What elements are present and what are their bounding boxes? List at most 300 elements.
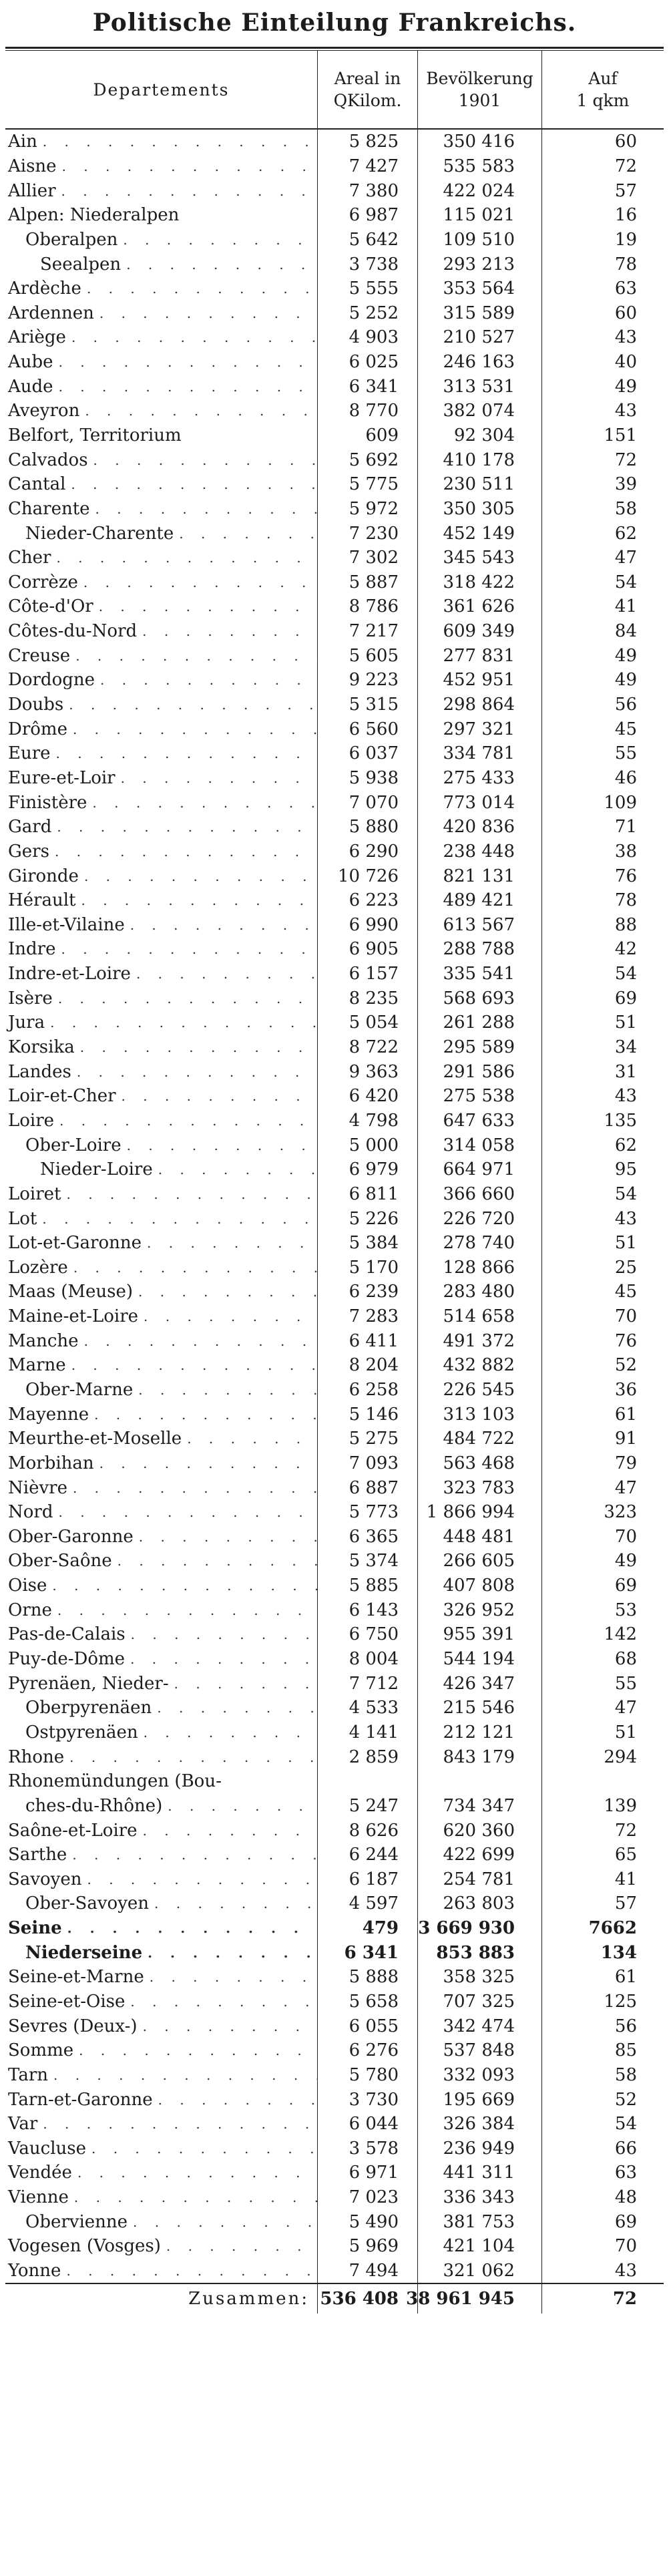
- table-row: [5, 1794, 664, 1819]
- density-cell: 43: [614, 1086, 637, 1107]
- dept-name: Vendée: [8, 2163, 72, 2183]
- table-row: [5, 1769, 664, 1794]
- density-cell: 53: [614, 1600, 637, 1620]
- dot-leader: [53, 379, 317, 395]
- dept-name: Yonne: [8, 2261, 61, 2281]
- total-density: 72: [612, 2289, 637, 2310]
- dept-cell: [5, 521, 318, 546]
- dot-leader: [153, 1161, 317, 1177]
- density-cell: 72: [614, 449, 637, 470]
- dot-leader: [55, 941, 317, 957]
- population-cell: 335 541: [418, 962, 542, 986]
- population-cell: 537 848: [418, 2038, 542, 2063]
- dept-name: Marne: [8, 1355, 66, 1376]
- density-cell: 69: [614, 2211, 637, 2232]
- dept-cell: [5, 1965, 318, 1990]
- dot-leader: [134, 1529, 317, 1545]
- area-cell: 6 037: [318, 741, 418, 766]
- population-cell: 92 304: [418, 423, 542, 448]
- dot-leader: [61, 2263, 317, 2279]
- table-row: [5, 1622, 664, 1647]
- table-row: [5, 399, 664, 423]
- dept-cell: [5, 325, 318, 350]
- header-dens-line1: Auf: [588, 69, 618, 88]
- dot-leader: [116, 770, 317, 786]
- dept-cell: [5, 1157, 318, 1182]
- population-cell: 291 586: [418, 1059, 542, 1084]
- population-cell: 514 658: [418, 1304, 542, 1329]
- dept-cell: [5, 2137, 318, 2161]
- population-cell: 326 384: [418, 2112, 542, 2137]
- table-row: [5, 1744, 664, 1769]
- dot-leader: [81, 281, 317, 297]
- header-area-line2: QKilom.: [333, 91, 402, 110]
- area-cell: 5 226: [318, 1206, 418, 1231]
- area-cell: 2 859: [318, 1744, 418, 1769]
- population-cell: 350 416: [418, 130, 542, 154]
- dept-cell: [5, 693, 318, 717]
- dept-cell: [5, 1206, 318, 1231]
- area-cell: [318, 1769, 418, 1794]
- dept-name: Oberalpen: [25, 229, 118, 250]
- dept-name: Ober-Saône: [8, 1551, 112, 1572]
- table-row: [5, 1818, 664, 1843]
- dept-name: Vogesen (Vosges): [8, 2236, 161, 2257]
- dot-leader: [67, 721, 317, 737]
- dot-leader: [53, 354, 317, 370]
- density-cell: 71: [614, 817, 637, 838]
- population-cell: 734 347: [418, 1794, 542, 1819]
- header-density: [542, 51, 664, 128]
- dept-cell: [5, 1940, 318, 1965]
- table-row: [5, 1035, 664, 1060]
- population-cell: 361 626: [418, 594, 542, 619]
- table-row: [5, 252, 664, 277]
- area-cell: 7 217: [318, 619, 418, 644]
- dept-cell: [5, 1647, 318, 1672]
- table-row: [5, 497, 664, 522]
- dept-name: Ober-Savoyen: [25, 1893, 150, 1914]
- density-cell: 109: [604, 792, 637, 813]
- population-cell: 382 074: [418, 399, 542, 423]
- area-cell: 5 887: [318, 570, 418, 595]
- density-cell: 47: [614, 1477, 637, 1498]
- dept-name: Aisne: [8, 156, 57, 176]
- table-row: [5, 2112, 664, 2137]
- table-row: [5, 1574, 664, 1598]
- population-cell: 226 545: [418, 1378, 542, 1403]
- dept-name: Seine: [8, 1918, 62, 1939]
- dot-leader: [37, 2116, 317, 2132]
- dot-leader: [73, 2042, 317, 2058]
- density-cell: 58: [614, 2064, 637, 2085]
- table-row: [5, 447, 664, 472]
- density-cell: 47: [614, 548, 637, 568]
- dept-cell: [5, 1109, 318, 1133]
- area-cell: 8 235: [318, 986, 418, 1010]
- area-cell: 6 971: [318, 2161, 418, 2185]
- table-row: [5, 1084, 664, 1109]
- area-cell: 5 780: [318, 2063, 418, 2088]
- dot-leader: [48, 2067, 317, 2083]
- dept-cell: [5, 1280, 318, 1304]
- dept-name: Saône-et-Loire: [8, 1820, 138, 1841]
- population-cell: 345 543: [418, 546, 542, 570]
- table-row: [5, 1500, 664, 1525]
- dept-cell: [5, 1818, 318, 1843]
- area-cell: 5 880: [318, 815, 418, 840]
- dot-leader: [52, 1602, 317, 1618]
- dot-leader: [174, 526, 317, 542]
- dot-leader: [47, 1578, 317, 1594]
- dept-name: Belfort, Territorium: [8, 425, 182, 445]
- population-cell: 422 699: [418, 1843, 542, 1867]
- population-cell: 210 527: [418, 325, 542, 350]
- density-cell: 41: [614, 596, 637, 617]
- density-cell: 135: [604, 1110, 637, 1131]
- density-cell: 54: [614, 572, 637, 592]
- density-cell: 48: [614, 2187, 637, 2208]
- dept-cell: [5, 178, 318, 203]
- dept-cell: [5, 2209, 318, 2234]
- table-row: [5, 2038, 664, 2063]
- table-body: [5, 130, 664, 2283]
- dot-leader: [95, 672, 317, 688]
- area-cell: 5 252: [318, 301, 418, 325]
- dept-cell: [5, 1843, 318, 1867]
- dept-name: Ain: [8, 132, 37, 152]
- table-row: [5, 203, 664, 228]
- dot-leader: [53, 1504, 317, 1520]
- area-cell: 6 905: [318, 937, 418, 962]
- population-cell: 955 391: [418, 1622, 542, 1647]
- dept-cell: [5, 594, 318, 619]
- population-cell: 664 971: [418, 1157, 542, 1182]
- dot-leader: [133, 1284, 317, 1300]
- area-cell: 6 750: [318, 1622, 418, 1647]
- dot-leader: [93, 598, 317, 614]
- dot-leader: [121, 256, 317, 272]
- dept-name: Ober-Garonne: [8, 1526, 134, 1547]
- dept-name: Creuse: [8, 645, 71, 666]
- population-cell: 410 178: [418, 447, 542, 472]
- dept-name: ches-du-Rhône): [25, 1795, 163, 1816]
- density-cell: 78: [614, 254, 637, 274]
- dot-leader: [112, 1553, 317, 1569]
- dept-cell: [5, 399, 318, 423]
- dot-leader: [153, 2092, 317, 2108]
- header-population: [418, 51, 542, 128]
- table-row: [5, 619, 664, 644]
- dept-name: Seine-et-Marne: [8, 1967, 144, 1988]
- dept-name: Aude: [8, 376, 53, 397]
- dot-leader: [78, 574, 317, 590]
- density-cell: 52: [614, 1355, 637, 1376]
- population-cell: 298 864: [418, 693, 542, 717]
- header-area: [318, 51, 418, 128]
- population-cell: 313 531: [418, 374, 542, 399]
- dept-name: Aube: [8, 352, 53, 373]
- density-cell: 72: [614, 156, 637, 176]
- density-cell: 323: [604, 1502, 637, 1523]
- density-cell: 45: [614, 719, 637, 739]
- dept-name: Loire: [8, 1110, 55, 1131]
- dept-cell: [5, 350, 318, 375]
- area-cell: 7 427: [318, 154, 418, 179]
- dept-cell: [5, 1378, 318, 1403]
- dept-cell: [5, 619, 318, 644]
- area-cell: 6 157: [318, 962, 418, 986]
- table-row: [5, 2234, 664, 2259]
- dept-cell: [5, 1353, 318, 1378]
- dept-cell: [5, 1916, 318, 1941]
- dept-name: Ober-Marne: [25, 1379, 134, 1400]
- dot-leader: [94, 305, 317, 321]
- dept-name: Indre-et-Loire: [8, 964, 131, 984]
- area-cell: 7 070: [318, 790, 418, 815]
- dept-cell: [5, 1182, 318, 1207]
- dot-leader: [69, 2189, 317, 2205]
- dot-leader: [162, 1798, 317, 1814]
- dept-cell: [5, 1574, 318, 1598]
- population-cell: 332 093: [418, 2063, 542, 2088]
- population-cell: 266 605: [418, 1549, 542, 1574]
- dept-cell: [5, 888, 318, 913]
- area-cell: 9 363: [318, 1059, 418, 1084]
- table-row: [5, 1965, 664, 1990]
- population-cell: 366 660: [418, 1182, 542, 1207]
- population-cell: 336 343: [418, 2185, 542, 2210]
- population-cell: 568 693: [418, 986, 542, 1010]
- density-cell: 57: [614, 180, 637, 201]
- area-cell: 5 490: [318, 2209, 418, 2234]
- dept-cell: [5, 1990, 318, 2014]
- table-row: [5, 1647, 664, 1672]
- area-cell: 9 223: [318, 668, 418, 693]
- dept-cell: [5, 1696, 318, 1720]
- dept-name: Finistère: [8, 792, 87, 813]
- header-pop-line2: 1901: [458, 91, 501, 110]
- population-cell: 278 740: [418, 1231, 542, 1256]
- dept-cell: [5, 447, 318, 472]
- area-cell: 5 275: [318, 1427, 418, 1451]
- dept-cell: [5, 1255, 318, 1280]
- table-row: [5, 570, 664, 595]
- area-cell: 4 533: [318, 1696, 418, 1720]
- area-cell: 5 384: [318, 1231, 418, 1256]
- dept-cell: [5, 228, 318, 252]
- dot-leader: [37, 1211, 317, 1227]
- dot-leader: [79, 868, 317, 884]
- dept-cell: [5, 2259, 318, 2283]
- dept-name: Seealpen: [40, 254, 122, 274]
- dept-cell: [5, 570, 318, 595]
- area-cell: 5 247: [318, 1794, 418, 1819]
- area-cell: 6 560: [318, 717, 418, 741]
- dept-name: Landes: [8, 1061, 71, 1082]
- dot-leader: [56, 183, 317, 199]
- dept-cell: [5, 717, 318, 741]
- dept-name: Lot: [8, 1208, 37, 1229]
- dept-name: Manche: [8, 1330, 79, 1351]
- table-row: [5, 741, 664, 766]
- dot-leader: [57, 158, 317, 174]
- area-cell: 7 093: [318, 1451, 418, 1476]
- dept-cell: [5, 1451, 318, 1476]
- dept-cell: [5, 668, 318, 693]
- table-row: [5, 472, 664, 497]
- table-row: [5, 1353, 664, 1378]
- area-cell: 6 990: [318, 913, 418, 938]
- area-cell: 3 738: [318, 252, 418, 277]
- density-cell: 40: [614, 352, 637, 373]
- population-cell: 620 360: [418, 1818, 542, 1843]
- dept-cell: [5, 986, 318, 1010]
- dept-name: Maas (Meuse): [8, 1282, 134, 1302]
- area-cell: 5 054: [318, 1010, 418, 1035]
- population-cell: 288 788: [418, 937, 542, 962]
- table-row: [5, 301, 664, 325]
- dot-leader: [86, 2141, 317, 2157]
- area-cell: 6 887: [318, 1475, 418, 1500]
- area-cell: 5 555: [318, 277, 418, 301]
- dot-leader: [149, 1895, 317, 1911]
- dept-name: Orne: [8, 1600, 52, 1620]
- density-cell: 72: [614, 1820, 637, 1841]
- dept-name: Meurthe-et-Moselle: [8, 1429, 182, 1449]
- population-cell: 128 866: [418, 1255, 542, 1280]
- density-cell: 78: [614, 890, 637, 911]
- dept-cell: [5, 2185, 318, 2210]
- dot-leader: [65, 476, 317, 492]
- population-cell: 448 481: [418, 1525, 542, 1549]
- density-cell: 43: [614, 327, 637, 348]
- population-cell: 647 633: [418, 1109, 542, 1133]
- dot-leader: [88, 452, 317, 468]
- population-cell: 484 722: [418, 1427, 542, 1451]
- table-row: [5, 521, 664, 546]
- dot-leader: [94, 1455, 317, 1471]
- dept-name: Rhone: [8, 1746, 65, 1767]
- dept-name: Gard: [8, 817, 52, 838]
- table-row: [5, 2185, 664, 2210]
- density-cell: 55: [614, 1673, 637, 1694]
- dept-name: Nord: [8, 1502, 53, 1523]
- dept-name: Ariège: [8, 327, 66, 348]
- population-cell: 314 058: [418, 1133, 542, 1157]
- dot-leader: [68, 1260, 317, 1276]
- page-title: Politische Einteilung Frankreichs.: [92, 9, 577, 37]
- density-cell: 66: [614, 2138, 637, 2159]
- density-cell: 49: [614, 645, 637, 666]
- table-row: [5, 1010, 664, 1035]
- table-row: [5, 1598, 664, 1622]
- population-cell: 326 952: [418, 1598, 542, 1622]
- table-row: [5, 2259, 664, 2283]
- dept-name: Somme: [8, 2040, 74, 2061]
- header-area-line1: Areal in: [334, 69, 401, 88]
- area-cell: 6 258: [318, 1378, 418, 1403]
- density-cell: 51: [614, 1722, 637, 1742]
- dot-leader: [54, 1113, 317, 1129]
- area-cell: 5 658: [318, 1990, 418, 2014]
- table-row: [5, 1525, 664, 1549]
- density-cell: 43: [614, 2261, 637, 2281]
- population-cell: 115 021: [418, 203, 542, 228]
- dot-leader: [137, 623, 317, 639]
- population-cell: 318 422: [418, 570, 542, 595]
- area-cell: 5 938: [318, 766, 418, 791]
- dept-cell: [5, 1475, 318, 1500]
- table-row: [5, 888, 664, 913]
- area-cell: 5 972: [318, 497, 418, 522]
- area-cell: 609: [318, 423, 418, 448]
- density-cell: 38: [614, 841, 637, 862]
- dept-name: Var: [8, 2114, 38, 2135]
- dot-leader: [128, 2214, 317, 2230]
- density-cell: 91: [614, 1429, 637, 1449]
- dept-cell: [5, 913, 318, 938]
- dept-name: Corrèze: [8, 572, 78, 592]
- population-cell: 226 720: [418, 1206, 542, 1231]
- area-cell: 7 023: [318, 2185, 418, 2210]
- area-cell: 5 825: [318, 130, 418, 154]
- table-row: [5, 130, 664, 154]
- area-cell: 6 223: [318, 888, 418, 913]
- table-row: [5, 840, 664, 864]
- table-row: [5, 2087, 664, 2112]
- population-cell: 843 179: [418, 1744, 542, 1769]
- table-row: [5, 668, 664, 693]
- area-cell: 6 044: [318, 2112, 418, 2137]
- table-row: [5, 1451, 664, 1476]
- dot-leader: [67, 1480, 317, 1496]
- area-cell: 8 786: [318, 594, 418, 619]
- table-row: [5, 913, 664, 938]
- table-row: [5, 717, 664, 741]
- dot-leader: [79, 403, 317, 419]
- dept-name: Rhonemündungen (Bou-: [8, 1771, 222, 1792]
- table-row: [5, 1109, 664, 1133]
- density-cell: 84: [614, 621, 637, 642]
- area-cell: 6 987: [318, 203, 418, 228]
- dot-leader: [72, 2165, 317, 2181]
- dept-name: Oise: [8, 1576, 47, 1596]
- dot-leader: [45, 1015, 317, 1031]
- dot-leader: [87, 795, 317, 811]
- density-cell: 41: [614, 1869, 637, 1889]
- dept-name: Seine-et-Oise: [8, 1992, 126, 2012]
- dept-name: Dordogne: [8, 670, 95, 691]
- table-row: [5, 374, 664, 399]
- dept-cell: [5, 423, 318, 448]
- density-cell: 56: [614, 2016, 637, 2036]
- table-row: [5, 1133, 664, 1157]
- table-row: [5, 1059, 664, 1084]
- header-dens-line2: 1 qkm: [576, 91, 630, 110]
- table-row: [5, 1378, 664, 1403]
- density-cell: 61: [614, 1404, 637, 1425]
- dept-cell: [5, 203, 318, 228]
- density-cell: 46: [614, 767, 637, 788]
- area-cell: 7 380: [318, 178, 418, 203]
- dept-name: Loiret: [8, 1183, 61, 1204]
- dept-name: Lozère: [8, 1257, 68, 1278]
- population-cell: 563 468: [418, 1451, 542, 1476]
- density-cell: 70: [614, 2236, 637, 2257]
- dept-name: Ober-Loire: [25, 1135, 122, 1155]
- density-cell: 63: [614, 279, 637, 299]
